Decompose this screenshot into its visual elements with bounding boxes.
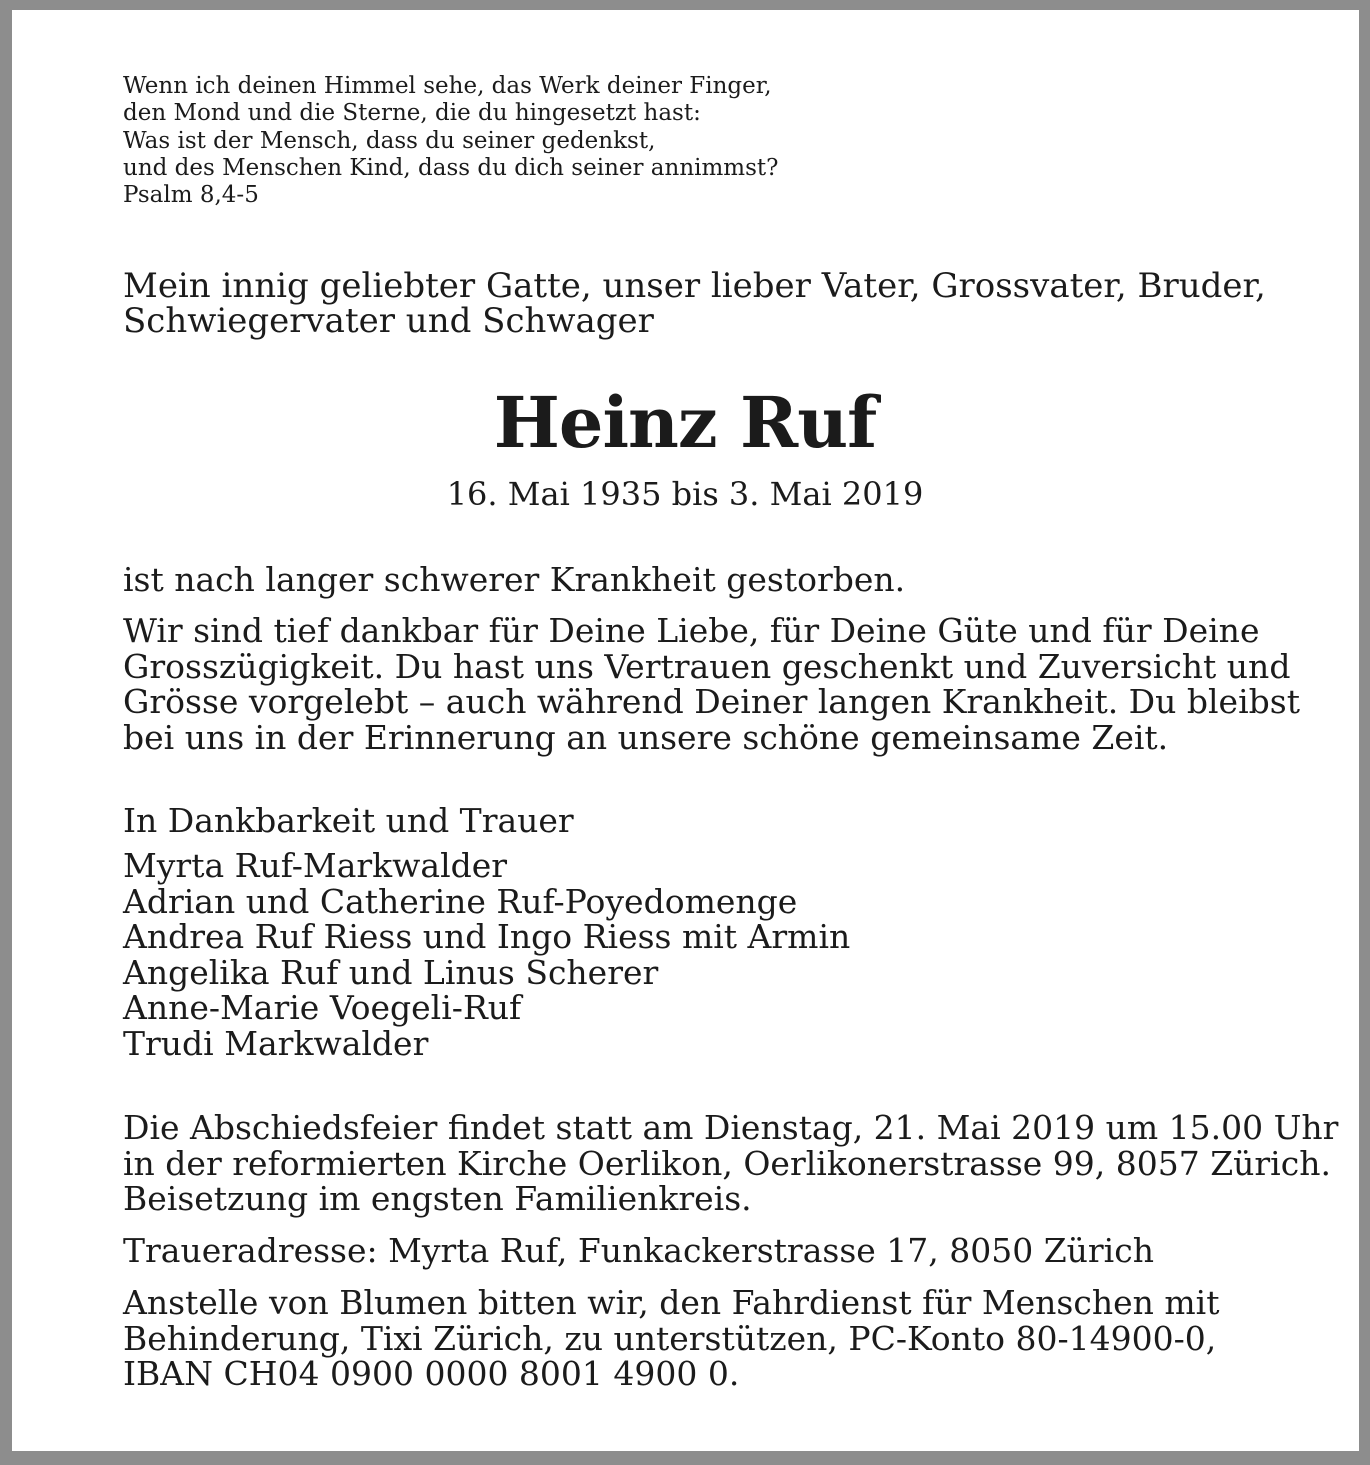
mourner-name: Anne-Marie Voegeli-Ruf (123, 988, 522, 1027)
donation-line: Behinderung, Tixi Zürich, zu unterstützen, PC-Konto 80-14900-0, (123, 1318, 1217, 1358)
service-info (123, 1108, 1339, 1218)
mourner-name: Adrian und Catherine Ruf-Poyedomenge (123, 881, 798, 921)
intro-line: Schwiegervater und Schwager (123, 301, 654, 341)
mourning-address: Traueradresse: Myrta Ruf, Funkackerstrasse 17, 8050 Zürich (123, 1231, 1154, 1270)
verse-line: und des Menschen Kind, dass du dich seiner annimmst? (123, 154, 779, 181)
mourner-name: Myrta Ruf-Markwalder (123, 846, 508, 885)
verse-source: Psalm 8,4-5 (123, 182, 259, 209)
service-line: in der reformierten Kirche Oerlikon, Oerlikonerstrasse 99, 8057 Zürich. (123, 1143, 1331, 1183)
intro-line: Mein innig geliebter Gatte, unser lieber Vater, Grossvater, Bruder, (123, 266, 1266, 306)
donation-request (123, 1285, 1323, 1392)
bible-verse (123, 73, 1323, 209)
life-dates: 16. Mai 1935 bis 3. Mai 2019 (446, 475, 924, 513)
verse-line: Wenn ich deinen Himmel sehe, das Werk deiner Finger, (123, 73, 772, 99)
verse-line: Was ist der Mensch, dass du seiner gedenkst, (123, 127, 656, 154)
mourner-name: Trudi Markwalder (123, 1023, 429, 1063)
thanks-line: Grösse vorgelebt – auch während Deiner langen Krankheit. Du bleibst (123, 682, 1300, 721)
mourners-heading: In Dankbarkeit und Trauer (123, 801, 574, 840)
donation-line: Anstelle von Blumen bitten wir, den Fahrdienst für Menschen mit (123, 1283, 1220, 1322)
mourner-name: Angelika Ruf und Linus Scherer (123, 952, 659, 992)
service-line: Die Abschiedsfeier findet statt am Dienstag, 21. Mai 2019 um 15.00 Uhr (123, 1108, 1339, 1147)
death-statement: ist nach langer schwerer Krankheit gestorben. (123, 560, 906, 599)
verse-line: den Mond und die Sterne, die du hingesetzt hast: (123, 100, 701, 127)
service-line: Beisetzung im engsten Familienkreis. (123, 1179, 752, 1218)
intro-text (123, 266, 1323, 341)
donation-line: IBAN CH04 0900 0000 8001 4900 0. (123, 1354, 740, 1393)
mourner-name: Andrea Ruf Riess und Ingo Riess mit Armin (123, 917, 851, 956)
thanks-line: Grosszügigkeit. Du hast uns Vertrauen geschenkt und Zuversicht und (123, 646, 1291, 686)
thanks-line: Wir sind tief dankbar für Deine Liebe, für Deine Güte und für Deine (123, 611, 1260, 650)
thanks-paragraph (123, 613, 1323, 755)
thanks-line: bei uns in der Erinnerung an unsere schöne gemeinsame Zeit. (123, 717, 1169, 757)
deceased-name: Heinz Ruf (493, 381, 877, 464)
mourners-list (123, 848, 1323, 1061)
